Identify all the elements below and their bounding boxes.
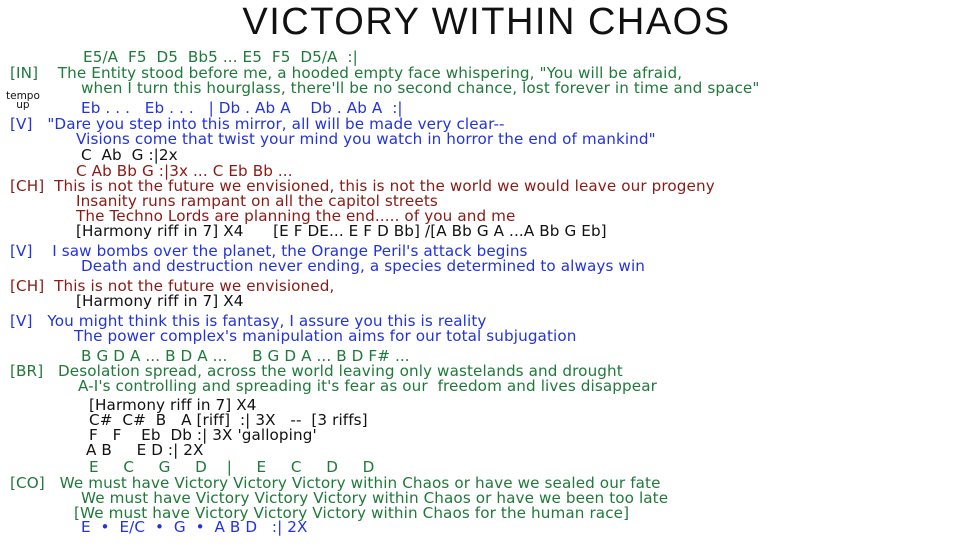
song-title: VICTORY WITHIN CHAOS [242,1,731,43]
up-word: up [16,99,30,111]
sheet-line [78,378,657,394]
line-text: B G D A ... B D A ... B G D A ... B D F# ... [81,347,410,365]
line-text: C Ab Bb G :|3x ... C Eb Bb ... [76,162,293,180]
line-text: Insanity runs rampant on all the capitol streets [76,192,438,210]
line-text: Death and destruction never ending, a species determined to always win [81,257,645,275]
section-tag: [CH] [10,177,45,195]
sheet-line [83,49,358,65]
tempo-up-label [6,92,40,110]
line-text: This is not the future we envisioned, this is not the world we would leave our progeny [44,177,715,195]
section-tag: [V] [10,115,33,133]
line-text: "Dare you step into this mirror, all will be made very clear-- [32,115,505,133]
line-text: [Harmony riff in 7] X4 [E F DE... E F D Bb] /[A Bb G A ...A Bb G Eb] [76,222,607,240]
line-text: Visions come that twist your mind you watch in horror the end of mankind" [76,130,656,148]
sheet-line [76,223,607,239]
line-text: when I turn this hourglass, there'll be no second chance, lost forever in time and space" [81,79,760,97]
sheet-line [81,100,403,116]
line-text: Eb . . . Eb . . . | Db . Ab A Db . Ab A :| [81,99,403,117]
line-text: E C G D | E C D D [89,458,375,476]
line-text: Desolation spread, across the world leaving only wastelands and drought [43,362,623,380]
line-text: E5/A F5 D5 Bb5 ... E5 F5 D5/A :| [83,48,358,66]
line-text: I saw bombs over the planet, the Orange Peril's attack begins [32,242,528,260]
line-text: [Harmony riff in 7] X4 [76,292,244,310]
sheet-line [76,293,244,309]
sheet-line [76,131,656,147]
line-text: The Techno Lords are planning the end..... of you and me [76,207,516,225]
sheet-line [81,147,178,163]
tempo-word: tempo [6,90,40,102]
sheet-line [81,80,759,96]
line-text: This is not the future we envisioned, [44,277,335,295]
section-tag: [IN] [10,64,39,82]
section-tag: [V] [10,312,33,330]
line-text: F F Eb Db :| 3X 'galloping' [89,426,317,444]
line-text: E • E/C • G • A B D :| 2X [81,518,308,536]
line-text: You might think this is fantasy, I assure you this is reality [32,312,487,330]
line-text: The power complex's manipulation aims for our total subjugation [74,327,577,345]
section-tag: [CO] [10,474,45,492]
line-text: We must have Victory Victory Victory within Chaos or have we sealed our fate [44,474,661,492]
line-text: [We must have Victory Victory Victory within Chaos for the human race] [74,504,630,522]
section-tag: [V] [10,242,33,260]
sheet-line [81,258,645,274]
line-text: A B E D :| 2X [86,441,204,459]
line-text: We must have Victory Victory Victory within Chaos or have we been too late [81,489,669,507]
line-text: A-I's controlling and spreading it's fear as our freedom and lives disappear [78,377,657,395]
section-tag: [BR] [10,362,44,380]
sheet-line [74,328,576,344]
section-tag: [CH] [10,277,45,295]
line-text: [Harmony riff in 7] X4 [89,396,257,414]
line-text: C# C# B A [riff] :| 3X -- [3 riffs] [89,411,368,429]
line-text: C Ab G :|2x [81,146,178,164]
sheet-line [86,442,204,458]
sheet-line [81,519,308,535]
sheet-line [89,459,374,475]
line-text: The Entity stood before me, a hooded empty face whispering, "You will be afraid, [38,64,683,82]
